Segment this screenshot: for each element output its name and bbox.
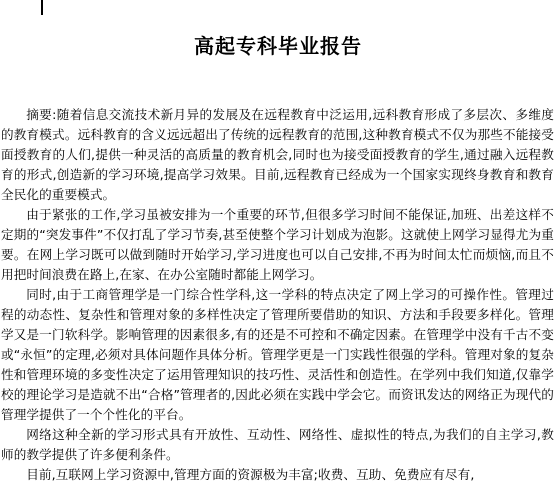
document-title: 高起专科毕业报告 <box>194 34 362 58</box>
body-paragraph: 网络这种全新的学习形式具有开放性、互动性、网络性、虚拟性的特点,为我们的自主学习,教师的教学提供了许多便利条件。 <box>1 427 554 462</box>
abstract-paragraph: 摘要:随着信息交流技术新月异的发展及在远程教育中泛运用,远科教育形成了多层次、多维度的教育模式。远科教育的含义远远超出了传统的远程教育的范围,这种教育模式不仅为那些不能接受面授教育的人们,提供一种灵活的高质量的教育机会,同时也为接受面授教育的学生,通过融入远程教育的形式,创造新的学习环境,提高学习效果。目前,远程教育已经成为一个国家实现终身教育和教育全民化的重要模式。 <box>1 107 554 202</box>
body-paragraph: 同时,由于工商管理学是一门综合性学科,这一学科的特点决定了网上学习的可操作性。管理过程的动态性、复杂性和管理对象的多样性决定了管理所要借助的知识、方法和手段要多样化。管理学又是一门软科学。影响管理的因素很多,有的还是不可控和不确定因素。在管理学中没有千古不变或“永恒”的定理,必须对具体问题作具体分析。管理学更是一门实践性很强的学科。管理对象的复杂性和管理环境的多变性决定了运用管理知识的技巧性、灵活性和创造性。在学列中我们知道,仅靠学校的理论学习是造就不出“合格”管理者的,因此必须在实践中学会它。而资讯发达的网络正为现代的管理学提供了一个个性化的平台。 <box>1 287 554 422</box>
text-cursor <box>41 0 43 15</box>
document-body <box>1 105 554 485</box>
body-paragraph: 目前,互联网上学习资源中,管理方面的资源极为丰富;收费、互助、免费应有尽有, <box>26 467 475 482</box>
body-paragraph: 由于紧张的工作,学习虽被安排为一个重要的环节,但很多学习时间不能保证,加班、出差这样不定期的“突发事件”不仅打乱了学习节奏,甚至使整个学习计划成为泡影。这就使上网学习显得尤为重要。在网上学习既可以做到随时开始学习,学习进度也可以自己安排,不再为时间太忙而烦恼,而且不用把时间浪费在路上,在家、在办公室随时都能上网学习。 <box>1 207 554 282</box>
